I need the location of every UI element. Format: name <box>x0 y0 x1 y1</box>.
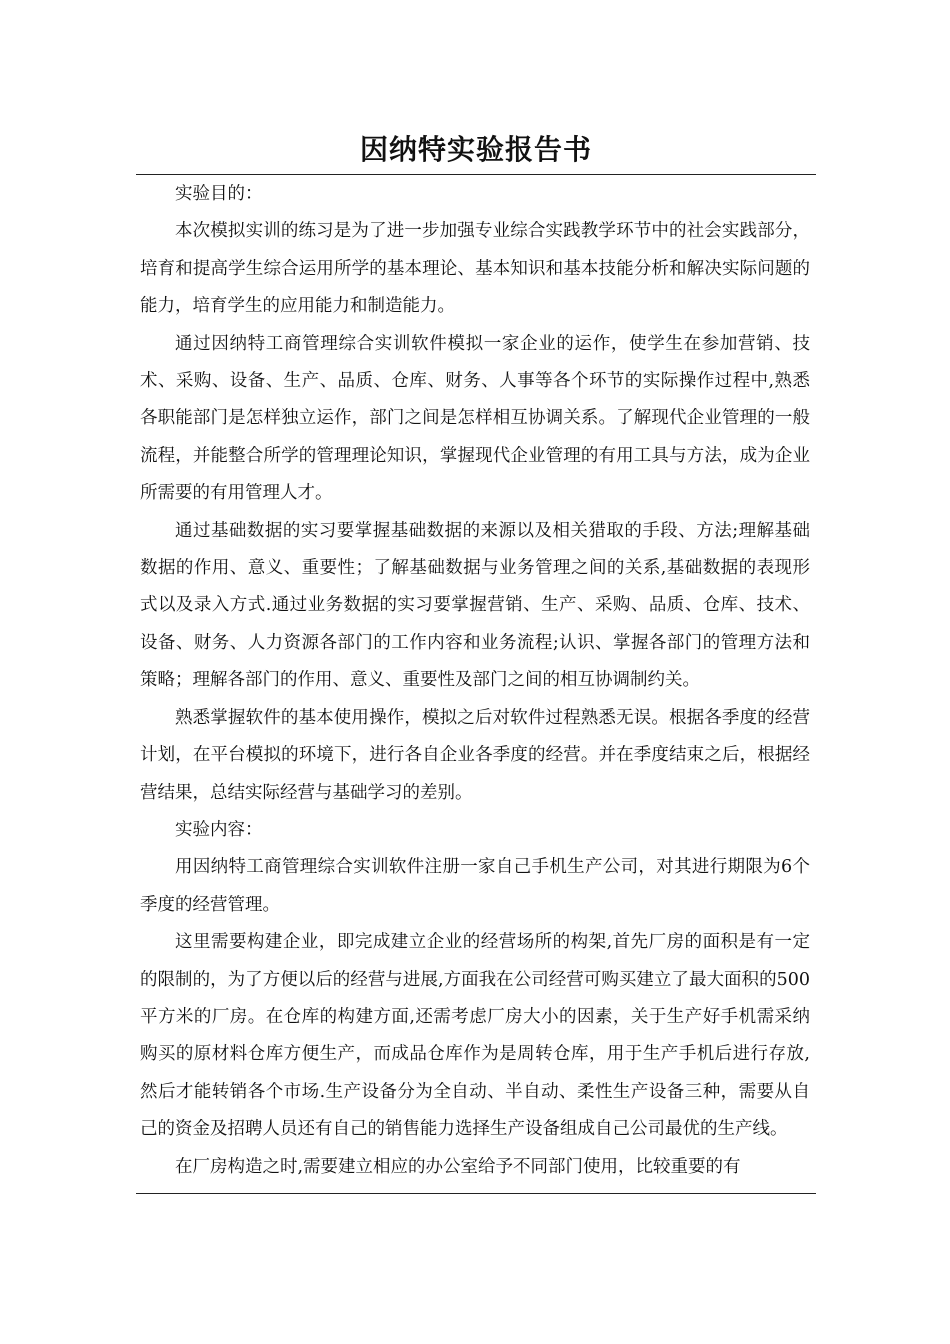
footer-rule <box>136 1193 816 1194</box>
header-rule <box>136 174 816 175</box>
document-body <box>140 176 810 1192</box>
paragraph-purpose-3: 通过基础数据的实习要掌握基础数据的来源以及相关猎取的手段、方法;理解基础数据的作用、意义、重要性；了解基础数据与业务管理之间的关系,基础数据的表现形式以及录入方式.通过业务数据的实习要掌握营销、生产、采购、品质、仓库、技术、设备、财务、人力资源各部门的工作内容和业务流程;认识、掌握各部门的管理方法和策略；理解各部门的作用、意义、重要性及部门之间的相互协调制约关。 <box>140 520 810 691</box>
document-title: 因纳特实验报告书 <box>359 133 592 166</box>
section-heading-content: 实验内容： <box>175 819 263 840</box>
paragraph-purpose-2: 通过因纳特工商管理综合实训软件模拟一家企业的运作，使学生在参加营销、技术、采购、设备、生产、品质、仓库、财务、人事等各个环节的实际操作过程中,熟悉各职能部门是怎样独立运作，部门之间是怎样相互协调关系。了解现代企业管理的一般流程，并能整合所学的管理理论知识，掌握现代企业管理的有用工具与方法，成为企业所需要的有用管理人才。 <box>140 333 810 504</box>
paragraph-purpose-4: 熟悉掌握软件的基本使用操作，模拟之后对软件过程熟悉无误。根据各季度的经营计划，在平台模拟的环境下，进行各自企业各季度的经营。并在季度结束之后，根据经营结果，总结实际经营与基础学习的差别。 <box>140 707 810 803</box>
paragraph-content-3: 在厂房构造之时,需要建立相应的办公室给予不同部门使用，比较重要的有 <box>175 1156 741 1177</box>
paragraph-purpose-1: 本次模拟实训的练习是为了进一步加强专业综合实践教学环节中的社会实践部分，培育和提高学生综合运用所学的基本理论、基本知识和基本技能分析和解决实际问题的能力，培育学生的应用能力和制造能力。 <box>140 221 810 317</box>
section-heading-purpose: 实验目的： <box>175 184 263 204</box>
paragraph-content-1: 用因纳特工商管理综合实训软件注册一家自己手机生产公司，对其进行期限为6个季度的经营管理。 <box>140 857 810 915</box>
paragraph-content-2: 这里需要构建企业，即完成建立企业的经营场所的构架,首先厂房的面积是有一定的限制的，为了方便以后的经营与进展,方面我在公司经营可购买建立了最大面积的500平方米的厂房。在仓库的构建方面,还需考虑厂房大小的因素，关于生产好手机需采纳购买的原材料仓库方便生产，而成品仓库作为是周转仓库，用于生产手机后进行存放,然后才能转销各个市场.生产设备分为全自动、半自动、柔性生产设备三种，需要从自己的资金及招聘人员还有自己的销售能力选择生产设备组成自己公司最优的生产线。 <box>140 932 810 1140</box>
